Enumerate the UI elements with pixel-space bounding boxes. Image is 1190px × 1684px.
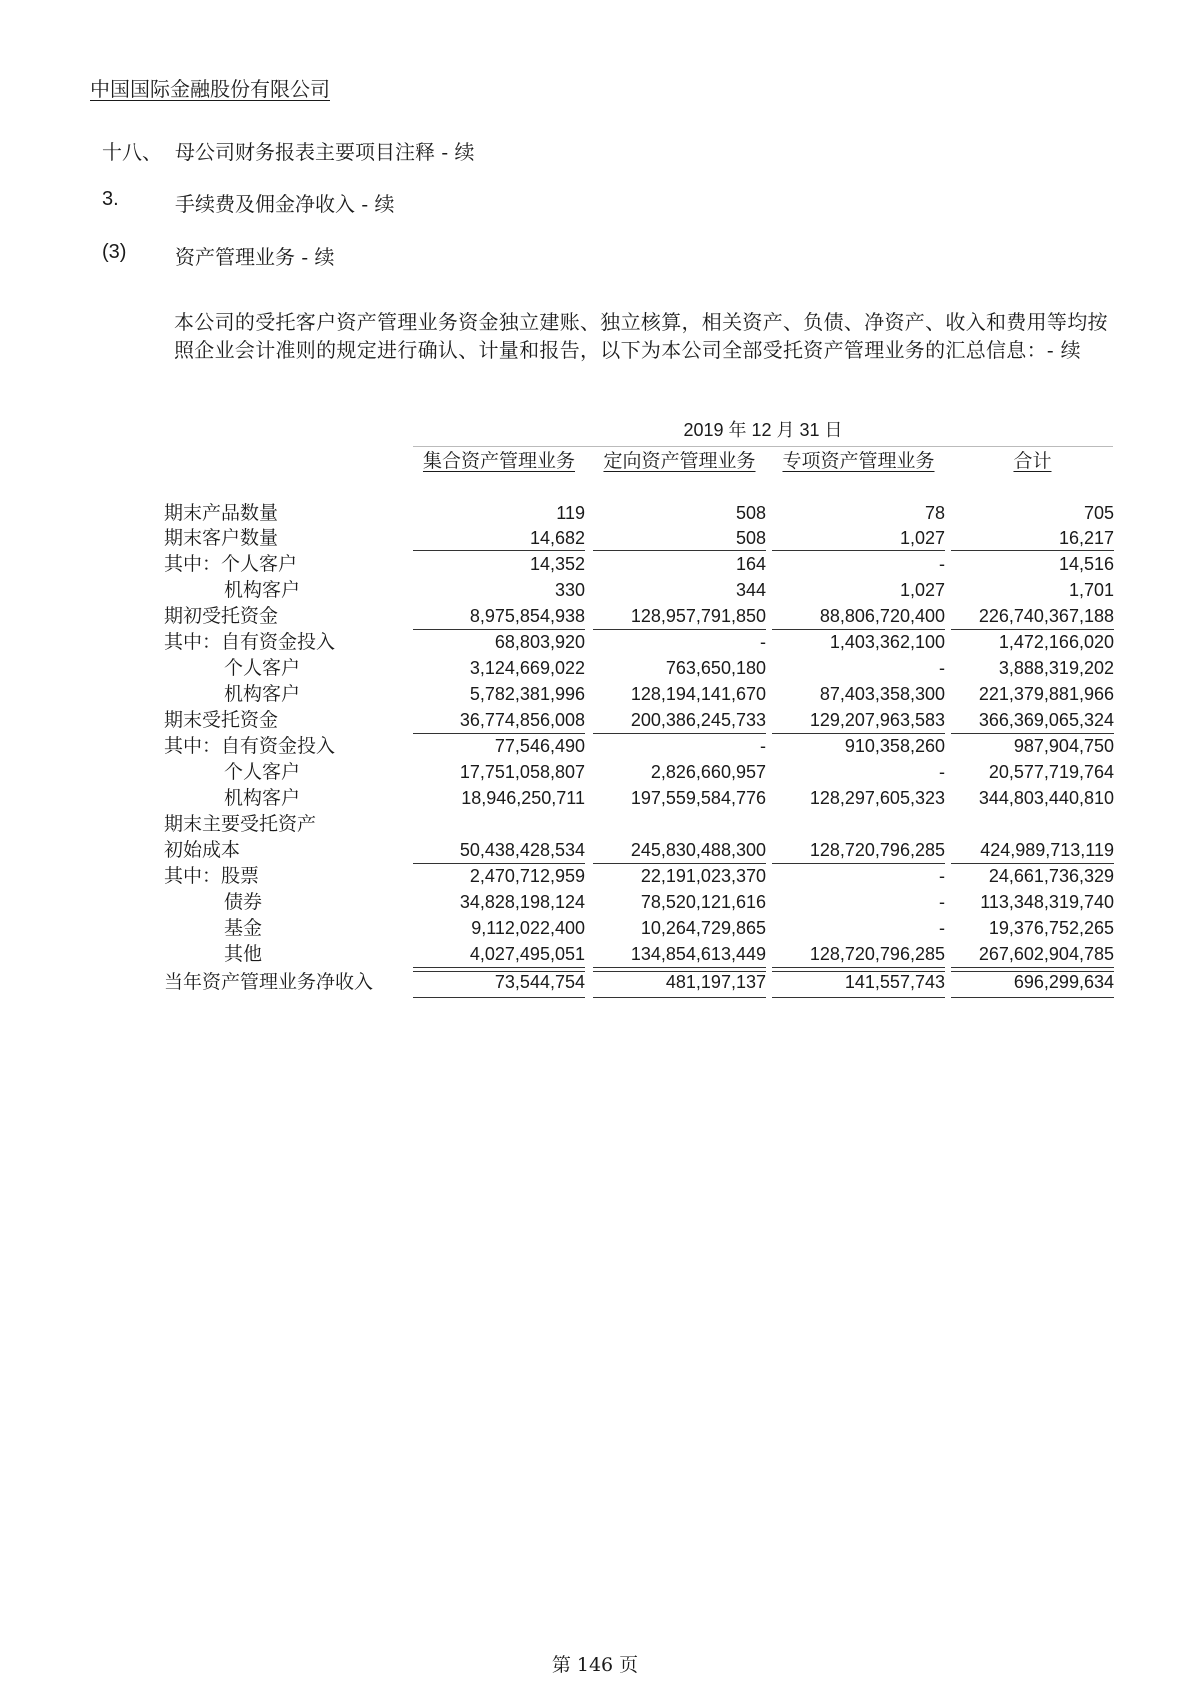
table-cell: 366,369,065,324 <box>978 710 1114 730</box>
table-cell: 78,520,121,616 <box>640 892 766 912</box>
table-cell: 128,720,796,285 <box>809 944 945 964</box>
table-cell: 78 <box>924 503 945 523</box>
subtotal-rule <box>413 550 585 551</box>
table-cell: - <box>939 554 945 574</box>
table-date-header: 2019 年 12 月 31 日 <box>683 420 843 440</box>
subtotal-rule <box>772 733 945 734</box>
table-cell: 200,386,245,733 <box>630 710 766 730</box>
table-cell: 3,888,319,202 <box>998 658 1114 678</box>
section-title: 资产管理业务 - 续 <box>175 245 335 269</box>
table-cell: - <box>760 632 766 652</box>
section-title: 手续费及佣金净收入 - 续 <box>175 192 395 216</box>
column-header: 合计 <box>1013 450 1052 472</box>
intro-paragraph: 本公司的受托客户资产管理业务资金独立建账、独立核算，相关资产、负债、净资产、收入和费用等均按照企业会计准则的规定进行确认、计量和报告，以下为本公司全部受托资产管理业务的汇总信息：- 续 <box>174 310 1108 362</box>
date-divider <box>413 446 1113 447</box>
table-cell: 19,376,752,265 <box>988 918 1114 938</box>
table-cell: 2,826,660,957 <box>650 762 766 782</box>
table-cell: 141,557,743 <box>844 972 945 992</box>
page-number: 第 146 页 <box>551 1654 639 1676</box>
table-cell: - <box>760 736 766 756</box>
table-cell: 344 <box>735 580 766 600</box>
section-heading-3 <box>102 188 702 214</box>
table-cell: 18,946,250,711 <box>461 788 585 808</box>
table-cell: 221,379,881,966 <box>978 684 1114 704</box>
table-cell: 10,264,729,865 <box>640 918 766 938</box>
subtotal-rule <box>593 550 766 551</box>
table-cell: 128,720,796,285 <box>809 840 945 860</box>
table-cell: 24,661,736,329 <box>988 866 1114 886</box>
table-cell: 128,297,605,323 <box>809 788 945 808</box>
table-cell: 424,989,713,119 <box>980 840 1114 860</box>
subtotal-rule <box>951 733 1114 734</box>
table-cell: - <box>939 892 945 912</box>
table-cell: 763,650,180 <box>665 658 766 678</box>
table-cell: 1,701 <box>1068 580 1114 600</box>
section-number: (3) <box>102 241 127 263</box>
subtotal-rule <box>593 733 766 734</box>
row-label: 当年资产管理业务净收入 <box>164 971 374 993</box>
double-underline <box>772 967 945 972</box>
table-cell: 129,207,963,583 <box>809 710 945 730</box>
table-cell: - <box>939 866 945 886</box>
table-cell: 9,112,022,400 <box>471 918 585 938</box>
table-cell: 508 <box>735 503 766 523</box>
double-underline <box>593 967 766 972</box>
row-label: 其他 <box>224 943 263 965</box>
table-cell: 2,470,712,959 <box>469 866 585 886</box>
subtotal-rule <box>951 629 1114 630</box>
row-label: 机构客户 <box>224 683 301 705</box>
table-cell: 1,027 <box>899 580 945 600</box>
table-cell: - <box>939 658 945 678</box>
row-label: 基金 <box>224 917 263 939</box>
table-cell: 88,806,720,400 <box>819 606 945 626</box>
subtotal-rule <box>951 997 1114 998</box>
table-cell: 696,299,634 <box>1013 972 1114 992</box>
table-cell: 705 <box>1083 503 1114 523</box>
table-cell: 128,957,791,850 <box>630 606 766 626</box>
row-label: 初始成本 <box>164 839 241 861</box>
table-cell: - <box>939 762 945 782</box>
column-header: 定向资产管理业务 <box>603 450 756 472</box>
table-cell: 34,828,198,124 <box>459 892 585 912</box>
section-heading-18 <box>102 136 702 162</box>
table-cell: 226,740,367,188 <box>978 606 1114 626</box>
table-cell: 20,577,719,764 <box>988 762 1114 782</box>
table-cell: 164 <box>735 554 766 574</box>
row-label: 期末受托资金 <box>164 709 279 731</box>
table-cell: 73,544,754 <box>494 972 585 992</box>
row-label: 期末客户数量 <box>164 527 279 549</box>
table-cell: 17,751,058,807 <box>459 762 585 782</box>
subtotal-rule <box>413 863 585 864</box>
subtotal-rule <box>413 997 585 998</box>
row-label: 其中：自有资金投入 <box>164 735 336 757</box>
table-cell: 910,358,260 <box>844 736 945 756</box>
row-label: 债券 <box>224 891 263 913</box>
subtotal-rule <box>593 629 766 630</box>
table-cell: 508 <box>735 528 766 548</box>
subtotal-rule <box>593 863 766 864</box>
subtotal-rule <box>413 733 585 734</box>
column-header: 集合资产管理业务 <box>422 450 575 472</box>
table-cell: 197,559,584,776 <box>630 788 766 808</box>
table-cell: 5,782,381,996 <box>469 684 585 704</box>
table-cell: 36,774,856,008 <box>459 710 585 730</box>
table-cell: 4,027,495,051 <box>469 944 585 964</box>
table-cell: 134,854,613,449 <box>630 944 766 964</box>
row-label: 期末产品数量 <box>164 502 279 524</box>
table-cell: 245,830,488,300 <box>630 840 766 860</box>
row-label: 期初受托资金 <box>164 605 279 627</box>
row-label: 机构客户 <box>224 579 301 601</box>
section-title: 母公司财务报表主要项目注释 - 续 <box>175 140 475 164</box>
subtotal-rule <box>772 550 945 551</box>
row-label: 其中：个人客户 <box>164 553 298 575</box>
table-cell: 22,191,023,370 <box>640 866 766 886</box>
column-header: 专项资产管理业务 <box>782 450 935 472</box>
table-cell: 77,546,490 <box>494 736 585 756</box>
table-cell: 1,027 <box>899 528 945 548</box>
table-cell: 128,194,141,670 <box>630 684 766 704</box>
subtotal-rule <box>772 997 945 998</box>
section-number: 十八、 <box>102 140 162 164</box>
table-cell: 3,124,669,022 <box>469 658 585 678</box>
table-cell: 344,803,440,810 <box>978 788 1114 808</box>
row-label: 其中：自有资金投入 <box>164 631 336 653</box>
subtotal-rule <box>951 550 1114 551</box>
subtotal-rule <box>593 997 766 998</box>
section-number: 3. <box>102 188 119 210</box>
subtotal-rule <box>772 629 945 630</box>
table-cell: 330 <box>554 580 585 600</box>
double-underline <box>951 967 1114 972</box>
table-cell: 1,472,166,020 <box>998 632 1114 652</box>
subtotal-rule <box>951 863 1114 864</box>
row-label: 机构客户 <box>224 787 301 809</box>
company-name: 中国国际金融股份有限公司 <box>90 77 330 101</box>
row-label: 期末主要受托资产 <box>164 813 317 835</box>
row-label: 个人客户 <box>224 657 301 679</box>
double-underline <box>413 967 585 972</box>
row-label: 个人客户 <box>224 761 301 783</box>
subtotal-rule <box>413 629 585 630</box>
table-cell: 481,197,137 <box>665 972 766 992</box>
table-cell: - <box>939 918 945 938</box>
table-cell: 14,352 <box>529 554 585 574</box>
table-cell: 1,403,362,100 <box>829 632 945 652</box>
table-cell: 987,904,750 <box>1013 736 1114 756</box>
table-cell: 119 <box>556 503 585 523</box>
table-cell: 267,602,904,785 <box>978 944 1114 964</box>
table-cell: 16,217 <box>1058 528 1114 548</box>
table-cell: 8,975,854,938 <box>469 606 585 626</box>
subtotal-rule <box>772 863 945 864</box>
table-cell: 113,348,319,740 <box>980 892 1114 912</box>
table-cell: 14,682 <box>529 528 585 548</box>
section-heading-3-3 <box>102 241 702 267</box>
table-cell: 68,803,920 <box>494 632 585 652</box>
row-label: 其中：股票 <box>164 865 260 887</box>
table-cell: 87,403,358,300 <box>819 684 945 704</box>
table-cell: 50,438,428,534 <box>459 840 585 860</box>
table-cell: 14,516 <box>1058 554 1114 574</box>
